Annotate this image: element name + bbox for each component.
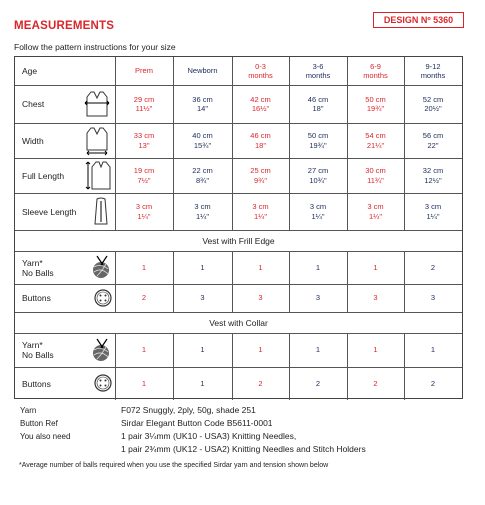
- buttons-count-cell: 2: [373, 378, 378, 388]
- value-cm: 3 cm: [424, 202, 442, 212]
- measurement-cell: [173, 193, 232, 230]
- buttons-count-cell: 2: [258, 378, 263, 388]
- measurement-cell: [347, 85, 404, 123]
- value-inches: 19¾": [309, 140, 327, 150]
- measurement-cell: [289, 123, 347, 158]
- value-cm: 30 cm: [365, 166, 386, 176]
- value-inches: 18": [312, 104, 324, 113]
- value-cm: 52 cm: [422, 94, 444, 104]
- measurement-cell: [404, 158, 462, 193]
- value-cm: 56 cm: [422, 131, 444, 141]
- value-inches: 1¼": [368, 211, 383, 221]
- value-inches: 16½": [251, 104, 270, 113]
- buttons-count-cell: 3: [315, 293, 321, 303]
- value-inches: 21¼": [366, 140, 385, 150]
- buttons-count-cell: 3: [200, 293, 205, 303]
- value-cm: 3 cm: [135, 202, 153, 212]
- sleeve-length-diagram-icon: [91, 196, 111, 228]
- yarn-ball-icon: [89, 253, 113, 281]
- value-inches: 18": [254, 140, 266, 150]
- value-inches: 9¾": [253, 175, 268, 185]
- button-icon: [93, 287, 113, 309]
- value-cm: 3 cm: [252, 202, 269, 212]
- value-inches: 1¼": [311, 211, 325, 221]
- full-length-diagram-icon: [85, 160, 113, 192]
- measurement-cell: [289, 193, 347, 230]
- measurement-label: Width: [22, 135, 44, 146]
- measurement-label: Full Length: [22, 170, 65, 181]
- yarn-balls-cell: 1: [258, 262, 263, 272]
- yarn-balls-cell: 1: [200, 345, 205, 355]
- button-ref-value: Sirdar Elegant Button Code B5611-0001: [121, 418, 273, 428]
- measurement-cell: [404, 123, 462, 158]
- value-cm: 29 cm: [133, 94, 155, 104]
- value-cm: 36 cm: [192, 94, 213, 104]
- value-cm: 22 cm: [192, 166, 213, 176]
- size-header-prem: Prem: [135, 66, 153, 76]
- width-diagram-icon: [83, 126, 111, 156]
- measurement-cell: [347, 158, 404, 193]
- value-cm: 27 cm: [307, 166, 329, 176]
- value-inches: 15¾": [193, 140, 212, 150]
- size-header-3-6: 3-6 months: [305, 61, 331, 80]
- buttons-count-cell: 3: [258, 293, 263, 303]
- measurement-cell: [232, 123, 289, 158]
- value-cm: 50 cm: [307, 131, 329, 141]
- measurement-cell: [232, 158, 289, 193]
- measurement-cell: [347, 193, 404, 230]
- value-cm: 46 cm: [250, 131, 271, 141]
- value-inches: 22": [427, 140, 439, 150]
- measurement-cell: [173, 85, 232, 123]
- section-title-frill: Vest with Frill Edge: [202, 236, 275, 246]
- measurement-cell: [347, 123, 404, 158]
- button-icon: [93, 372, 113, 394]
- buttons-count-cell: 2: [141, 293, 147, 303]
- buttons-count-cell: 2: [430, 378, 436, 388]
- value-inches: 14": [196, 104, 208, 113]
- also-need-line-2: 1 pair 2¾mm (UK12 - USA2) Knitting Needles and Stitch Holders: [121, 444, 366, 454]
- value-inches: 1¼": [195, 211, 210, 221]
- chest-diagram-icon: [83, 89, 111, 119]
- value-cm: 3 cm: [367, 202, 384, 212]
- yarn-label-frill: Yarn* No Balls: [22, 257, 54, 278]
- size-header-0-3: 0-3 months: [248, 61, 273, 80]
- size-header-newborn: Newborn: [187, 66, 218, 76]
- yarn-balls-cell: 1: [373, 262, 378, 272]
- measurement-cell: [404, 193, 462, 230]
- value-inches: 20½": [424, 104, 442, 113]
- value-cm: 46 cm: [307, 94, 329, 104]
- yarn-balls-cell: 1: [430, 345, 436, 355]
- value-inches: 11½": [135, 104, 153, 113]
- value-inches: 8¾": [195, 175, 210, 185]
- yarn-balls-cell: 1: [315, 262, 321, 272]
- section-title-collar: Vest with Collar: [209, 318, 268, 328]
- yarn-balls-cell: 2: [430, 262, 436, 272]
- measurement-cell: [404, 85, 462, 123]
- measurement-cell: [289, 158, 347, 193]
- measurement-cell: [115, 123, 173, 158]
- yarn-balls-cell: 1: [141, 262, 147, 272]
- yarn-balls-cell: 1: [258, 345, 263, 355]
- value-cm: 42 cm: [250, 94, 271, 104]
- also-need-label: You also need: [20, 432, 71, 441]
- yarn-balls-cell: 1: [315, 345, 321, 355]
- size-header-6-9: 6-9 months: [363, 61, 388, 80]
- value-inches: 19¾": [366, 104, 385, 113]
- measurement-cell: [115, 193, 173, 230]
- yarn-balls-cell: 1: [141, 345, 147, 355]
- age-header: Age: [22, 66, 38, 76]
- value-cm: 50 cm: [365, 94, 386, 104]
- size-header-9-12: 9-12 months: [420, 61, 446, 80]
- value-inches: 13": [138, 140, 150, 150]
- page-title: MEASUREMENTS: [14, 20, 115, 32]
- measurement-cell: [115, 158, 173, 193]
- value-inches: 1¼": [253, 211, 268, 221]
- footnote: *Average number of balls required when you use the specified Sirdar yarn and tension shown below: [19, 462, 329, 469]
- buttons-count-cell: 2: [315, 378, 321, 388]
- buttons-count-cell: 1: [141, 378, 147, 388]
- measurement-cell: [115, 85, 173, 123]
- value-cm: 3 cm: [309, 202, 327, 212]
- intro-text: Follow the pattern instructions for your size: [14, 42, 176, 52]
- value-cm: 32 cm: [422, 166, 444, 176]
- value-cm: 40 cm: [192, 131, 213, 141]
- measurement-label: Sleeve Length: [22, 206, 77, 217]
- buttons-label-collar: Buttons: [22, 378, 51, 389]
- yarn-footer-label: Yarn: [20, 406, 37, 415]
- buttons-count-cell: 1: [200, 378, 205, 388]
- value-inches: 7½": [137, 175, 151, 185]
- value-inches: 11¾": [367, 175, 384, 185]
- measurement-cell: [173, 158, 232, 193]
- button-ref-label: Button Ref: [20, 419, 58, 428]
- value-cm: 25 cm: [250, 166, 271, 176]
- yarn-footer-value: F072 Snuggly, 2ply, 50g, shade 251: [121, 405, 256, 415]
- design-number-badge: DESIGN Nº 5360: [373, 12, 464, 28]
- yarn-balls-cell: 1: [373, 345, 378, 355]
- yarn-balls-cell: 1: [200, 262, 205, 272]
- value-cm: 19 cm: [133, 166, 155, 176]
- value-cm: 3 cm: [194, 202, 211, 212]
- value-inches: 1¼": [426, 211, 440, 221]
- value-cm: 33 cm: [133, 131, 155, 141]
- value-inches: 1¼": [137, 211, 151, 221]
- measurement-cell: [232, 193, 289, 230]
- measurement-cell: [289, 85, 347, 123]
- measurement-label: Chest: [22, 99, 45, 109]
- buttons-count-cell: 3: [430, 293, 436, 303]
- buttons-count-cell: 3: [373, 293, 378, 303]
- buttons-label-frill: Buttons: [22, 293, 51, 303]
- measurements-table: [14, 56, 463, 399]
- value-inches: 10¾": [309, 175, 327, 185]
- measurement-cell: [232, 85, 289, 123]
- yarn-label-collar: Yarn* No Balls: [22, 340, 54, 360]
- measurement-cell: [173, 123, 232, 158]
- yarn-ball-icon: [89, 336, 113, 364]
- also-need-line-1: 1 pair 3¼mm (UK10 - USA3) Knitting Needles,: [121, 431, 297, 441]
- value-inches: 12½": [424, 175, 442, 185]
- value-cm: 54 cm: [365, 131, 386, 141]
